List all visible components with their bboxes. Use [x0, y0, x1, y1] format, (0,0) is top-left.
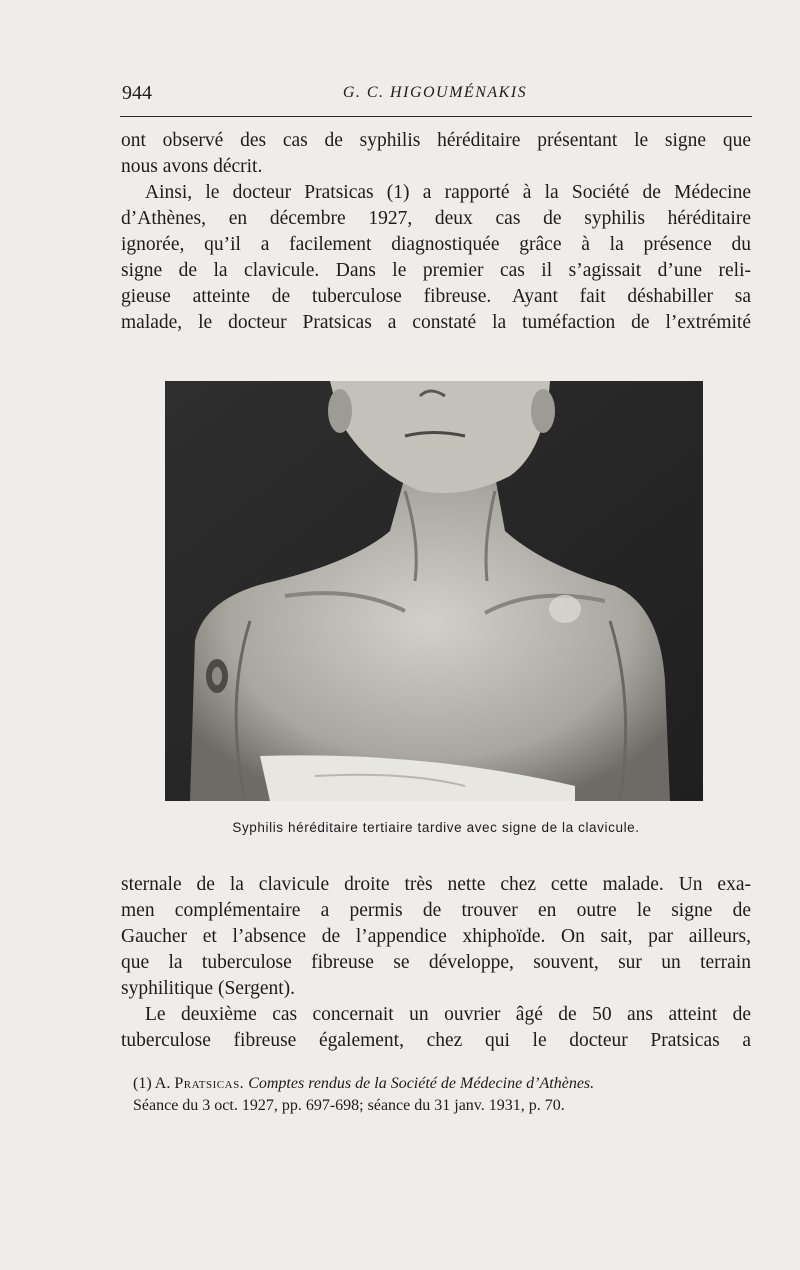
- figure-caption: Syphilis héréditaire tertiaire tardive avec signe de la clavicule.: [232, 820, 640, 835]
- page-header: [120, 82, 750, 112]
- footnote: [133, 1073, 753, 1117]
- running-title: G. C. HIGOUMÉNAKIS: [342, 84, 528, 101]
- footnote-title: Comptes rendus de la Société de Médecine d’Athènes.: [248, 1075, 595, 1092]
- clinical-photograph: [165, 381, 703, 801]
- body-text-bottom: [121, 872, 751, 1054]
- text-line: que la tuberculose fibreuse se développe, souvent, sur un terrain: [121, 952, 751, 973]
- footnote-author: Pratsicas.: [174, 1075, 245, 1092]
- text-line: tuberculose fibreuse également, chez qui le docteur Pratsicas a: [121, 1030, 751, 1051]
- footnote-line-1: [133, 1073, 753, 1095]
- text-line: men complémentaire a permis de trouver en outre le signe de: [121, 900, 751, 921]
- header-rule: [120, 116, 752, 117]
- body-text-top: [121, 128, 751, 336]
- text-line: ont observé des cas de syphilis héréditaire présentant le signe que: [121, 130, 751, 151]
- text-line: Le deuxième cas concernait un ouvrier âgé de 50 ans atteint de: [145, 1004, 751, 1025]
- footnote-line-2: Séance du 3 oct. 1927, pp. 697-698; séance du 31 janv. 1931, p. 70.: [133, 1097, 565, 1114]
- text-line: malade, le docteur Pratsicas a constaté la tuméfaction de l’extrémité: [121, 312, 751, 333]
- patient-photo-illustration: [165, 381, 703, 801]
- text-line: d’Athènes, en décembre 1927, deux cas de syphilis héréditaire: [121, 208, 751, 229]
- text-line: Gaucher et l’absence de l’appendice xhiphoïde. On sait, par ailleurs,: [121, 926, 751, 947]
- text-line: Ainsi, le docteur Pratsicas (1) a rapporté à la Société de Médecine: [145, 182, 751, 203]
- text-line: nous avons décrit.: [121, 156, 263, 177]
- page-number: 944: [122, 82, 152, 104]
- text-line: syphilitique (Sergent).: [121, 978, 296, 999]
- text-line: gieuse atteinte de tuberculose fibreuse. Ayant fait déshabiller sa: [121, 286, 751, 307]
- text-line: sternale de la clavicule droite très nette chez cette malade. Un exa-: [121, 874, 751, 895]
- text-line: signe de la clavicule. Dans le premier cas il s’agissait d’une reli-: [121, 260, 751, 281]
- text-line: ignorée, qu’il a facilement diagnostiquée grâce à la présence du: [121, 234, 751, 255]
- footnote-marker: (1) A.: [133, 1075, 171, 1092]
